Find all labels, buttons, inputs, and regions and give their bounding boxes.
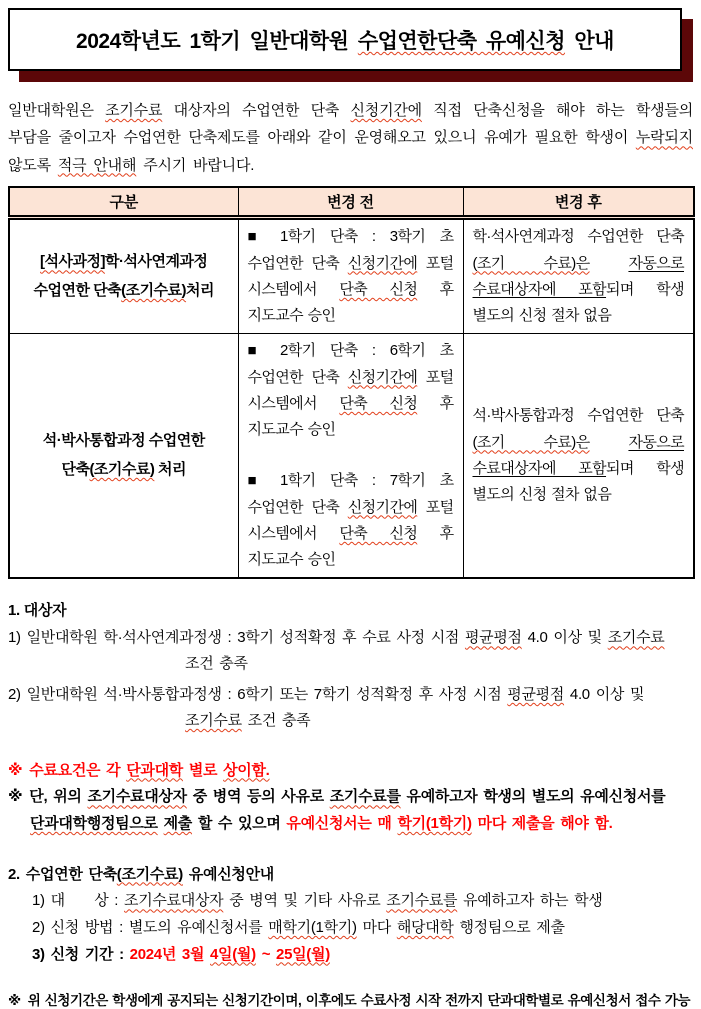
misspell-underline: 조기수료를 (386, 892, 458, 910)
misspell-underline: 적극 안내해 (57, 156, 137, 174)
before-cell: ■ 1학기 단축 : 3학기 초 수업연한 단축 신청기간에 포털 시스템에서 단축 신청 후 지도교수 승인 (238, 218, 463, 334)
misspell-underline: 단축 신청 (339, 394, 418, 412)
misspell-underline: 해당대학 (396, 919, 454, 937)
intro-paragraph: 일반대학원은 조기수료 대상자의 수업연한 단축 신청기간에 직접 단축신청을 해야 하는 학생들의 부담을 줄이고자 수업연한 단축제도를 아래와 같이 운영해오고 있으니 유예가 필요한 학생이 누락되지 않도록 적극 안내해 주시기 바랍니다. (8, 102, 693, 174)
title-box (8, 8, 682, 71)
misspell-underline: 조기수료대상자 (124, 892, 224, 910)
misspell-underline: 단과대학 (126, 761, 183, 779)
misspell-underline: 학기(1학기) (397, 814, 472, 832)
before-cell: ■ 2학기 단축 : 6학기 초 수업연한 단축 신청기간에 포털 시스템에서 단축 신청 후 지도교수 승인 ■ 1학기 단축 : 7학기 초 수업연한 단축 신청기간에 포털 시스템에서 단축 신청 후 지도교수 승인 (238, 334, 463, 579)
after-cell: 학·석사연계과정 수업연한 단축(조기 수료)은 자동으로 수료대상자에 포함되며 학생 별도의 신청 절차 없음 (463, 218, 694, 334)
section-2 (8, 862, 693, 969)
misspell-underline: 평균평점 (464, 629, 522, 647)
table-row-masters (9, 218, 694, 334)
table-header-after: 변경 후 (463, 187, 694, 218)
emphasis-underline: 자동으로 수료대상자에 포함 (472, 254, 684, 298)
misspell-underline: (조기수료) (89, 460, 155, 478)
misspell-underline: 4일(월) (210, 945, 256, 963)
page-title: 2024학년도 1학기 일반대학원 수업연한단축 유예신청 안내 (76, 30, 614, 53)
misspell-underline: 신청기간에 (347, 498, 418, 516)
misspell-underline: 단과대학행정팀으로 (30, 814, 158, 832)
misspell-underline: 신청기간에 (347, 368, 418, 386)
misspell-underline: 조기수료 (607, 629, 665, 647)
misspell-underline: 매학기(1학기) (268, 919, 357, 937)
category-cell: 석·박사통합과정 수업연한 단축(조기수료) 처리 (9, 334, 238, 579)
misspell-underline: 상이함. (223, 761, 270, 779)
section-2-item-1: 1) 대 상 : 조기수료대상자 중 병역 및 기타 사유로 조기수료를 유예하고자 하는 학생 (32, 892, 603, 910)
misspell-underline: 누락되지 (635, 129, 693, 147)
section-2-heading: 2. 수업연한 단축(조기수료) 유예신청안내 (8, 865, 274, 883)
after-cell: 석·박사통합과정 수업연한 단축(조기 수료)은 자동으로 수료대상자에 포함되며 학생 별도의 신청 절차 없음 (463, 334, 694, 579)
misspell-underline: 신청기간에 (347, 254, 418, 272)
misspell-underline: (조기수료) (116, 865, 183, 883)
section-2-item-3: 3) 신청 기간 : 2024년 3월 4일(월) ~ 25일(월) (32, 945, 330, 963)
misspell-underline: 수업연한단축 유예신청 (357, 30, 566, 53)
table-header-before: 변경 전 (238, 187, 463, 218)
misspell-underline: (조기 수료)은 (472, 254, 590, 272)
misspell-underline: 조기수료 (185, 711, 242, 729)
change-table (8, 186, 695, 580)
table-header-category: 구분 (9, 187, 238, 218)
reference-mark: ※ (8, 761, 23, 779)
category-cell: [석사과정]학·석사연계과정 수업연한 단축(조기수료)처리 (9, 218, 238, 334)
misspell-underline: (조기수료) (121, 281, 187, 299)
misspell-underline: 신청기간은 (44, 993, 108, 1009)
reference-mark: ※ (8, 788, 23, 806)
application-period: 2024년 3월 4일(월) ~ 25일(월) (129, 945, 330, 963)
section-1-item-2: 2) 일반대학원 석·박사통합과정생 : 6학기 또는 7학기 성적확정 후 사정 시점 평균평점 4.0 이상 및 조기수료 조건 충족 (8, 685, 645, 729)
section-2-item-2: 2) 신청 방법 : 별도의 유예신청서를 매학기(1학기) 마다 해당대학 행정팀으로 제출 (32, 919, 565, 937)
misspell-underline: 조기수료를 (329, 788, 401, 806)
warning-notes (8, 758, 693, 838)
misspell-underline: 수료사정 (360, 993, 412, 1009)
section-1-item-1: 1) 일반대학원 학·석사연계과정생 : 3학기 성적확정 후 수료 사정 시점 평균평점 4.0 이상 및 조기수료 조건 충족 (8, 629, 665, 673)
red-emphasis-text: 유예신청서는 매 학기(1학기) 마다 제출을 해야 함. (286, 814, 613, 832)
warning-note-2: ※ 단, 위의 조기수료대상자 중 병역 등의 사유로 조기수료를 유예하고자 학생의 별도의 유예신청서를 단과대학행정팀으로 제출 할 수 있으며 유예신청서는 매 학기(1학기) 마다 제출을 해야 함. (8, 788, 666, 832)
section-1-heading: 1. 대상자 (8, 602, 67, 620)
misspell-underline: 평균평점 (507, 685, 565, 703)
misspell-underline: [석사과정] (40, 253, 105, 271)
misspell-underline: 25일(월) (276, 945, 330, 963)
table-header-row (9, 187, 694, 218)
reference-mark: ※ (8, 993, 21, 1009)
misspell-underline: 단축 신청 (339, 280, 418, 298)
footnote: ※ 위 신청기간은 학생에게 공지되는 신청기간이며, 이후에도 수료사정 시작 전까지 단과대학별로 유예신청서 접수 가능 (8, 993, 691, 1009)
emphasis-underline: 자동으로 수료대상자에 포함 (472, 433, 684, 477)
misspell-underline: 신청기간이며, (222, 993, 302, 1009)
misspell-underline: 제출 (163, 814, 192, 832)
misspell-underline: 조기수료대상자 (87, 788, 187, 806)
misspell-underline: 조기수료 (105, 102, 163, 119)
table-row-integrated (9, 334, 694, 579)
misspell-underline: 단축 신청 (339, 524, 418, 542)
misspell-underline: (조기 수료)은 (472, 433, 590, 451)
misspell-underline: 신청기간에 (350, 102, 422, 119)
warning-note-1: ※ 수료요건은 각 단과대학 별로 상이함. (8, 761, 270, 779)
